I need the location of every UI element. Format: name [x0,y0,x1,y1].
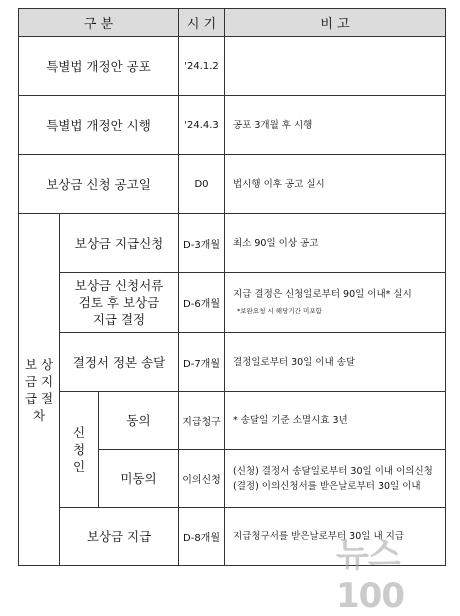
row-note-footnote: *보완요청 시 해당기간 미포함 [237,306,322,315]
applicant-label-line: 청 [72,442,86,457]
row-label: 특별법 개정안 공포 [19,37,179,96]
row-timing: D0 [179,155,225,214]
row-label: 보상금 지급신청 [60,214,179,273]
row-note [225,37,446,96]
news-watermark: 뉴스100 [336,535,404,616]
row-label: 보상금 지급 [60,508,179,566]
table-row [19,37,446,96]
procedure-label-line: 보 상 [24,356,54,372]
table-row [19,155,446,214]
row-label: 결정서 정본 송달 [60,333,179,392]
row-label-line: 검토 후 보상금 [78,295,160,310]
row-timing: D-7개월 [179,333,225,392]
procedure-group-label [19,214,60,566]
row-note-line: (신청) 결정서 송달일로부터 30일 이내 이의신청 [233,465,433,477]
table-row [19,392,446,450]
procedure-label-line: 급 절 [24,390,54,406]
row-timing: D-8개월 [179,508,225,566]
row-label: 동의 [99,392,179,450]
row-note: 결정일로부터 30일 이내 송달 [225,333,446,392]
row-timing: '24.4.3 [179,96,225,155]
table-row [19,333,446,392]
row-note: 지급청구서를 받은날로부터 30일 내 지급 [225,508,446,566]
table-row [19,214,446,273]
row-note-line: (결정) 이의신청서를 받은날로부터 30일 이내 [233,480,421,492]
applicant-group-label [60,392,99,508]
row-label: 보상금 신청 공고일 [19,155,179,214]
row-note-text: 지급 결정은 신청일로부터 90일 이내* 실시 [233,288,412,300]
row-timing: D-6개월 [179,273,225,333]
row-note: 법시행 이후 공고 실시 [225,155,446,214]
row-note [225,450,446,508]
row-timing: D-3개월 [179,214,225,273]
row-note: * 송달일 기준 소멸시효 3년 [225,392,446,450]
row-label: 미동의 [99,450,179,508]
row-note: 공포 3개월 후 시행 [225,96,446,155]
table-row [19,96,446,155]
header-notes: 비 고 [225,9,446,37]
procedure-label-line: 차 [32,407,46,423]
row-label-line: 지급 결정 [92,312,146,327]
row-timing: '24.1.2 [179,37,225,96]
row-timing: 이의신청 [179,450,225,508]
row-label-line: 보상금 신청서류 [74,278,164,293]
header-category: 구 분 [19,9,179,37]
row-label [60,273,179,333]
procedure-label-line: 금 지 [24,373,54,389]
header-row [19,9,446,37]
compensation-schedule-table [18,8,446,566]
row-note [225,273,446,333]
applicant-label-line: 인 [72,459,86,474]
applicant-label-line: 신 [72,425,86,440]
header-timing: 시 기 [179,9,225,37]
table-row [19,273,446,333]
row-label: 특별법 개정안 시행 [19,96,179,155]
row-timing: 지급청구 [179,392,225,450]
row-note: 최소 90일 이상 공고 [225,214,446,273]
